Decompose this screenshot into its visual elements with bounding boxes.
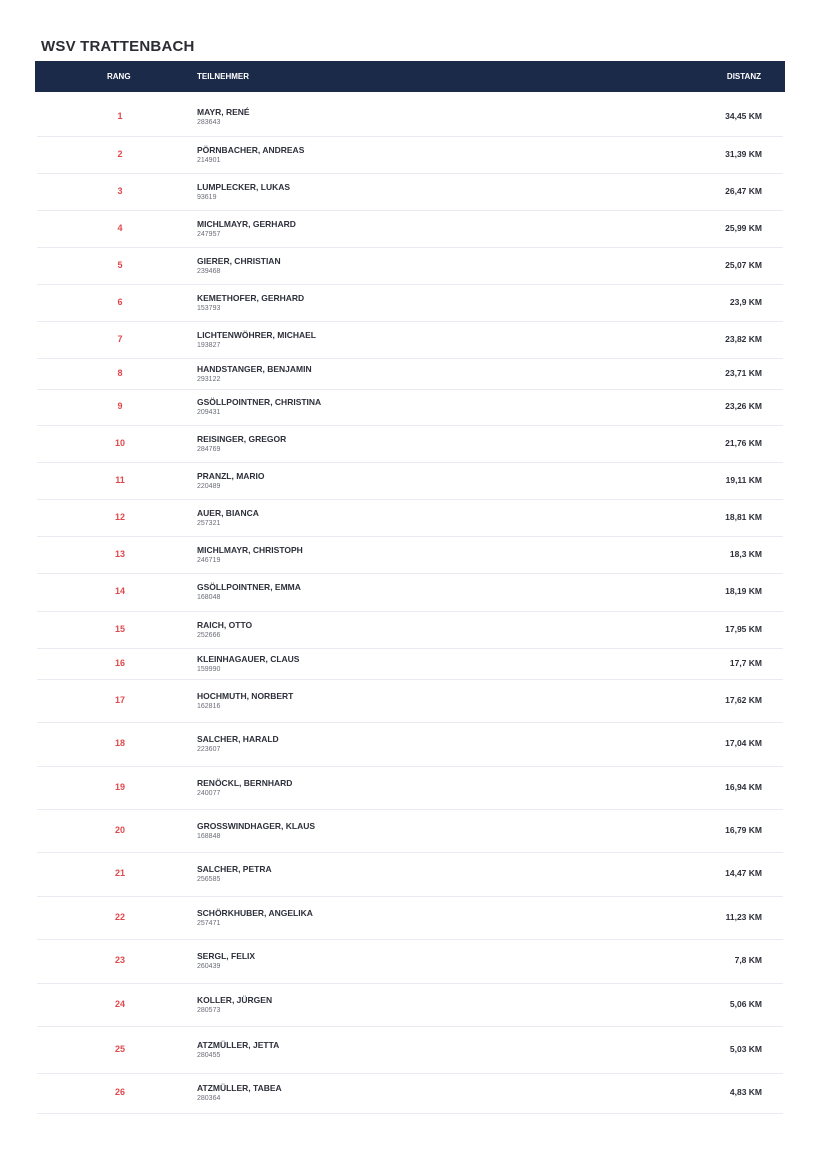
rank-number: 26 <box>114 1087 125 1097</box>
participant-name: LUMPLECKER, LUKAS <box>197 182 291 192</box>
distance-value: 16,79 KM <box>725 825 762 835</box>
distance-value: 11,23 KM <box>725 912 762 922</box>
table-row <box>37 173 783 211</box>
table-row <box>37 722 783 767</box>
rank-number: 6 <box>117 297 123 307</box>
header-rang: RANG <box>107 72 131 81</box>
participant-name: KLEINHAGAUER, CLAUS <box>197 654 300 664</box>
distance-value: 4,83 KM <box>729 1087 762 1097</box>
table-row <box>37 499 783 537</box>
table-row <box>37 896 783 940</box>
distance-value: 5,06 KM <box>729 999 762 1009</box>
participant-name: KOLLER, JÜRGEN <box>197 995 273 1005</box>
rank-number: 3 <box>117 186 123 196</box>
table-row <box>37 983 783 1027</box>
rank-number: 1 <box>117 111 123 121</box>
participant-name: PÖRNBACHER, ANDREAS <box>197 145 305 155</box>
participant-name: RAICH, OTTO <box>197 620 253 630</box>
participant-id: 240077 <box>197 790 221 797</box>
table-row <box>37 766 783 810</box>
participant-id: 162816 <box>197 703 221 710</box>
distance-value: 5,03 KM <box>729 1044 762 1054</box>
distance-value: 21,76 KM <box>725 438 762 448</box>
rank-number: 11 <box>115 475 125 485</box>
rank-number: 22 <box>114 912 125 922</box>
table-row <box>37 852 783 897</box>
participant-name: HANDSTANGER, BENJAMIN <box>197 364 312 374</box>
distance-value: 19,11 KM <box>725 475 762 485</box>
participant-id: 193827 <box>197 342 221 349</box>
rank-number: 9 <box>117 401 123 411</box>
participant-name: SCHÖRKHUBER, ANGELIKA <box>197 908 313 918</box>
table-row <box>37 939 783 984</box>
participant-id: 284769 <box>197 446 221 453</box>
participant-name: GIERER, CHRISTIAN <box>197 256 281 266</box>
rank-number: 2 <box>117 149 123 159</box>
distance-value: 18,81 KM <box>725 512 762 522</box>
table-row <box>37 284 783 322</box>
table-row <box>37 389 783 426</box>
participant-id: 280573 <box>197 1007 221 1014</box>
participant-name: MICHLMAYR, CHRISTOPH <box>197 545 303 555</box>
participant-id: 168048 <box>197 594 221 601</box>
distance-value: 16,94 KM <box>725 782 762 792</box>
table-row <box>37 573 783 612</box>
header-distanz: DISTANZ <box>726 72 761 81</box>
participant-name: PRANZL, MARIO <box>197 471 265 481</box>
participant-id: 247957 <box>197 231 221 238</box>
table-row <box>37 358 783 390</box>
table-row <box>37 425 783 463</box>
participant-id: 257321 <box>197 520 221 527</box>
participant-id: 280364 <box>197 1095 221 1102</box>
table-row <box>37 809 783 853</box>
table-row <box>37 98 783 137</box>
participant-id: 256585 <box>197 876 221 883</box>
participant-name: GSÖLLPOINTNER, EMMA <box>197 582 301 592</box>
distance-value: 7,8 KM <box>734 955 762 965</box>
rank-number: 7 <box>117 334 123 344</box>
table-header <box>35 61 785 92</box>
participant-name: RENÖCKL, BERNHARD <box>197 778 293 788</box>
distance-value: 14,47 KM <box>725 868 762 878</box>
table-row <box>37 321 783 359</box>
rank-number: 24 <box>114 999 125 1009</box>
participant-id: 93619 <box>197 194 217 201</box>
participant-name: REISINGER, GREGOR <box>197 434 287 444</box>
table-row <box>37 210 783 248</box>
distance-value: 34,45 KM <box>725 111 762 121</box>
rank-number: 16 <box>114 658 125 668</box>
table-row <box>37 247 783 285</box>
participant-name: SERGL, FELIX <box>197 951 256 961</box>
participant-name: ATZMÜLLER, TABEA <box>197 1083 282 1093</box>
participant-name: ATZMÜLLER, JETTA <box>197 1040 280 1050</box>
table-row <box>37 462 783 500</box>
participant-id: 223607 <box>197 746 221 753</box>
distance-value: 23,71 KM <box>725 368 762 378</box>
distance-value: 23,26 KM <box>725 401 762 411</box>
participant-id: 252666 <box>197 632 221 639</box>
participant-name: MAYR, RENÉ <box>197 107 250 117</box>
header-teilnehmer: TEILNEHMER <box>197 72 249 81</box>
table-row <box>37 648 783 680</box>
distance-value: 31,39 KM <box>725 149 762 159</box>
participant-id: 159990 <box>197 666 221 673</box>
participant-name: MICHLMAYR, GERHARD <box>197 219 296 229</box>
rank-number: 19 <box>114 782 125 792</box>
distance-value: 17,95 KM <box>725 624 762 634</box>
distance-value: 18,19 KM <box>725 586 762 596</box>
distance-value: 25,07 KM <box>725 260 762 270</box>
participant-name: KEMETHOFER, GERHARD <box>197 293 305 303</box>
participant-id: 246719 <box>197 557 221 564</box>
rank-number: 8 <box>117 368 123 378</box>
rank-number: 4 <box>117 223 123 233</box>
rank-number: 18 <box>114 738 125 748</box>
rank-number: 15 <box>114 624 125 634</box>
rank-number: 14 <box>114 586 125 596</box>
participant-name: SALCHER, PETRA <box>197 864 272 874</box>
participant-id: 214901 <box>197 157 221 164</box>
participant-id: 209431 <box>197 409 221 416</box>
rank-number: 12 <box>114 512 125 522</box>
distance-value: 17,04 KM <box>725 738 762 748</box>
rank-number: 10 <box>114 438 125 448</box>
distance-value: 26,47 KM <box>725 186 762 196</box>
rank-number: 17 <box>114 695 125 705</box>
participant-id: 168848 <box>197 833 221 840</box>
table-row <box>37 536 783 574</box>
participant-id: 280455 <box>197 1052 221 1059</box>
participant-id: 239468 <box>197 268 221 275</box>
distance-value: 17,7 KM <box>729 658 762 668</box>
participant-id: 153793 <box>197 305 221 312</box>
participant-name: LICHTENWÖHRER, MICHAEL <box>197 330 316 340</box>
distance-value: 23,9 KM <box>729 297 762 307</box>
participant-name: HOCHMUTH, NORBERT <box>197 691 294 701</box>
rank-number: 20 <box>114 825 125 835</box>
distance-value: 25,99 KM <box>725 223 762 233</box>
rank-number: 13 <box>114 549 125 559</box>
participant-id: 283643 <box>197 119 221 126</box>
table-row <box>37 679 783 723</box>
rank-number: 5 <box>117 260 123 270</box>
rank-number: 23 <box>114 955 125 965</box>
participant-name: GROSSWINDHAGER, KLAUS <box>197 821 316 831</box>
distance-value: 17,62 KM <box>725 695 762 705</box>
distance-value: 18,3 KM <box>729 549 762 559</box>
participant-name: GSÖLLPOINTNER, CHRISTINA <box>197 397 322 407</box>
distance-value: 23,82 KM <box>725 334 762 344</box>
participant-id: 257471 <box>197 920 221 927</box>
page-title: WSV TRATTENBACH <box>41 38 195 55</box>
participant-id: 220489 <box>197 483 221 490</box>
rank-number: 21 <box>114 868 125 878</box>
participant-name: AUER, BIANCA <box>197 508 259 518</box>
table-row <box>37 1026 783 1074</box>
participant-name: SALCHER, HARALD <box>197 734 279 744</box>
participant-id: 260439 <box>197 963 221 970</box>
rank-number: 25 <box>114 1044 125 1054</box>
table-row <box>37 1073 783 1114</box>
table-row <box>37 136 783 174</box>
table-row <box>37 611 783 649</box>
participant-id: 293122 <box>197 376 221 383</box>
